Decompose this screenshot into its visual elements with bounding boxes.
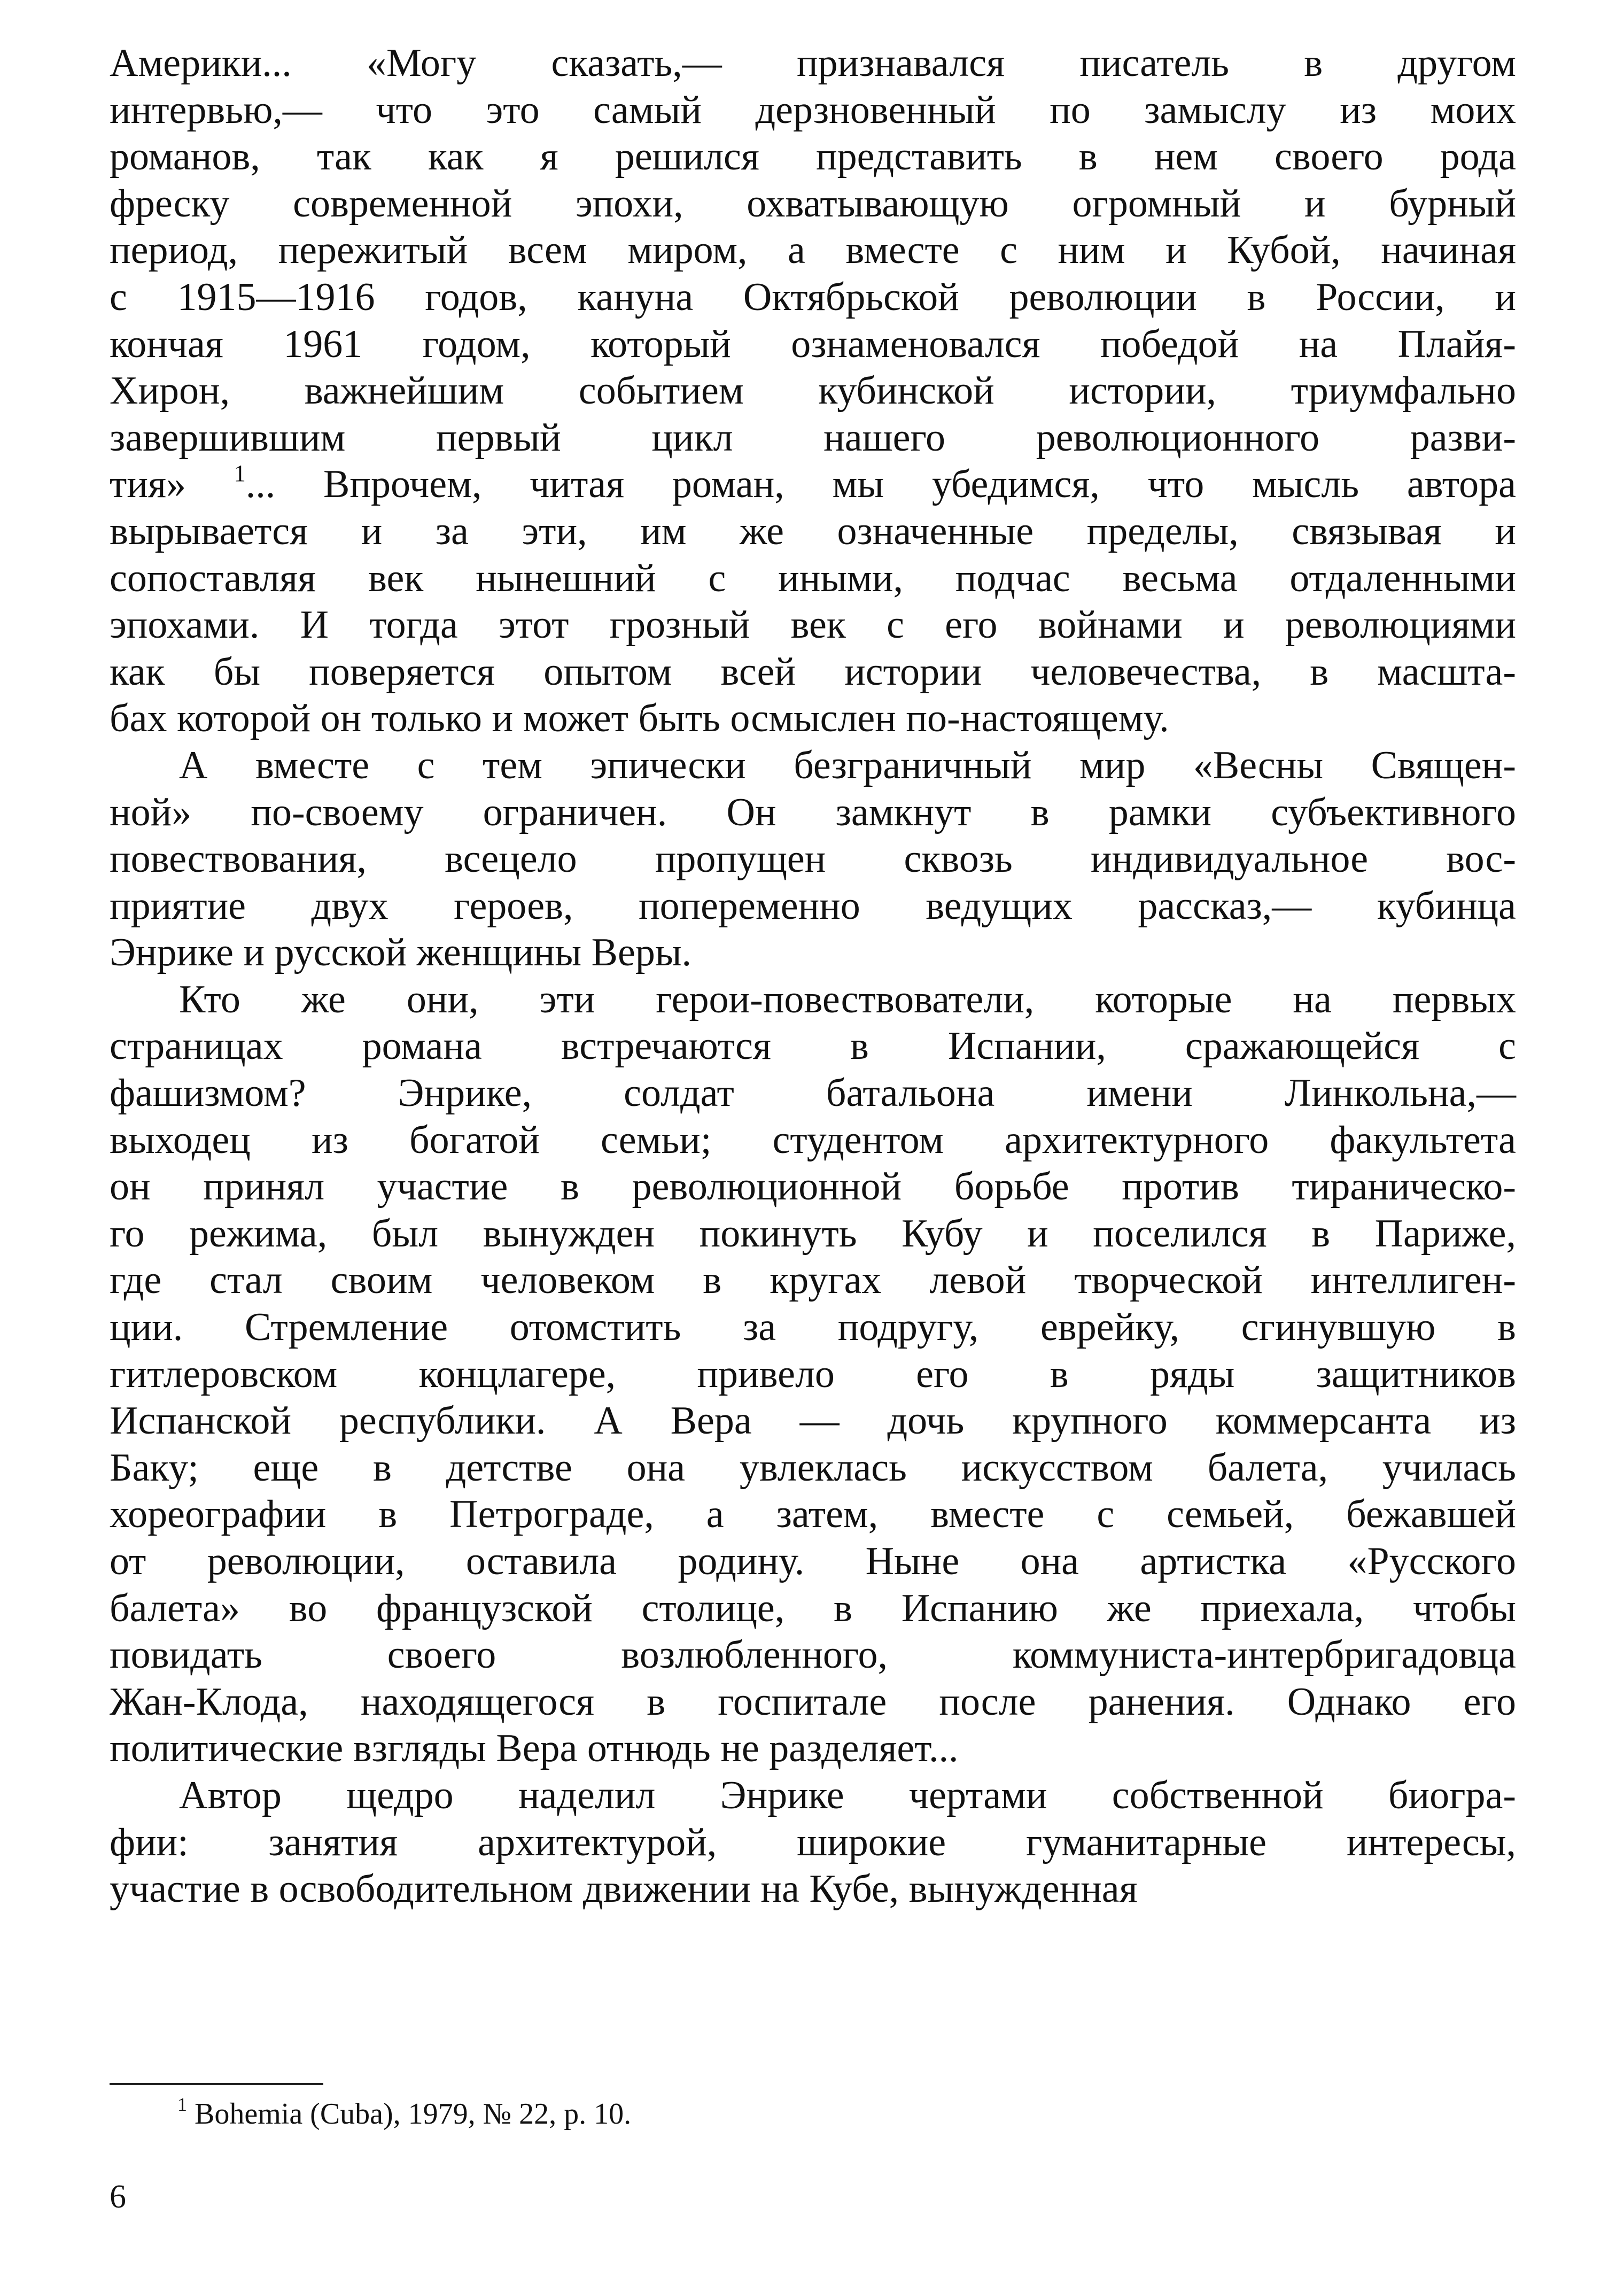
text-line: бах которой он только и может быть осмыслен по-настоящему. bbox=[110, 696, 1169, 741]
text-line: Жан-Клода, находящегося в госпитале после ранения. Однако его bbox=[110, 1679, 1516, 1724]
text-line: гитлеровском концлагере, привело его в ряды защитников bbox=[110, 1352, 1516, 1396]
text-line: фашизмом? Энрике, солдат батальона имени Линкольна,— bbox=[110, 1071, 1516, 1116]
text-line: Энрике и русской женщины Веры. bbox=[110, 931, 692, 975]
text-line: балета» во французской столице, в Испанию же приехала, чтобы bbox=[110, 1586, 1516, 1630]
text-line: ции. Стремление отомстить за подругу, еврейку, сгинувшую в bbox=[110, 1305, 1516, 1350]
text-line: Испанской республики. А Вера — дочь крупного коммерсанта из bbox=[110, 1399, 1516, 1443]
text-line: политические взгляды Вера отнюдь не разделяет... bbox=[110, 1726, 959, 1771]
text-line: Америки... «Могу сказать,— признавался писатель в другом bbox=[110, 41, 1516, 85]
text-line: где стал своим человеком в кругах левой творческой интеллиген- bbox=[110, 1258, 1516, 1303]
text-line: эпохами. И тогда этот грозный век с его войнами и революциями bbox=[110, 603, 1516, 647]
page-number: 6 bbox=[110, 2179, 126, 2215]
text-line: приятие двух героев, попеременно ведущих рассказ,— кубинца bbox=[110, 884, 1516, 928]
text-line: кончая 1961 годом, который ознаменовался победой на Плайя- bbox=[110, 322, 1516, 366]
text-line: Хирон, важнейшим событием кубинской истории, триумфально bbox=[110, 369, 1516, 413]
paragraph bbox=[110, 742, 1516, 977]
text-line: фреску современной эпохи, охватывающую огромный и бурный bbox=[110, 181, 1516, 226]
text-line: период, пережитый всем миром, а вместе с ним и Кубой, начиная bbox=[110, 228, 1516, 273]
footnote bbox=[177, 2095, 631, 2133]
body-text bbox=[110, 40, 1516, 1913]
text-line: интервью,— что это самый дерзновенный по замыслу из моих bbox=[110, 88, 1516, 132]
text-line: как бы поверяется опытом всей истории человечества, в масшта- bbox=[110, 649, 1516, 694]
text-line: А вместе с тем эпически безграничный мир «Весны Священ- bbox=[179, 743, 1516, 787]
text-line: от революции, оставила родину. Ныне она артистка «Русского bbox=[110, 1539, 1516, 1583]
text-line: завершившим первый цикл нашего революционного разви- bbox=[110, 415, 1516, 460]
text-line: с 1915—1916 годов, кануна Октябрьской революции в России, и bbox=[110, 275, 1516, 319]
text-line: повествования, всецело пропущен сквозь индивидуальное вос- bbox=[110, 837, 1516, 881]
text-line: романов, так как я решился представить в нем своего рода bbox=[110, 135, 1516, 179]
footnote-reference: 1 bbox=[234, 460, 246, 487]
text-line: повидать своего возлюбленного, коммуниста-интербригадовца bbox=[110, 1633, 1516, 1677]
text-line: участие в освободительном движении на Кубе, вынужденная bbox=[110, 1867, 1138, 1911]
text-line: сопоставляя век нынешний с иными, подчас весьма отдаленными bbox=[110, 556, 1516, 600]
text-line: го режима, был вынужден покинуть Кубу и поселился в Париже, bbox=[110, 1211, 1516, 1256]
paragraph bbox=[110, 40, 1516, 742]
text-line: страницах романа встречаются в Испании, сражающейся с bbox=[110, 1024, 1516, 1068]
text-line: выходец из богатой семьи; студентом архитектурного факультета bbox=[110, 1118, 1516, 1162]
paragraph bbox=[110, 977, 1516, 1772]
text-line: он принял участие в революционной борьбе против тираническо- bbox=[110, 1165, 1516, 1209]
footnote-rule bbox=[110, 2083, 323, 2085]
text-line: тия» $^1$... Впрочем, читая роман, мы убедимся, что мысль автора bbox=[110, 460, 1516, 507]
text-line: Кто же они, эти герои-повествователи, которые на первых bbox=[179, 977, 1516, 1021]
text-line: хореографии в Петрограде, а затем, вместе с семьей, бежавшей bbox=[110, 1492, 1516, 1537]
footnote-marker: 1 bbox=[177, 2094, 187, 2115]
text-line: вырывается и за эти, им же означенные пределы, связывая и bbox=[110, 509, 1516, 553]
text-line: фии: занятия архитектурой, широкие гуманитарные интересы, bbox=[110, 1820, 1516, 1864]
footnote-text: Bohemia (Cuba), 1979, № 22, p. 10. bbox=[195, 2097, 632, 2131]
text-line: Автор щедро наделил Энрике чертами собственной биогра- bbox=[179, 1773, 1516, 1817]
text-line: ной» по-своему ограничен. Он замкнут в рамки субъективного bbox=[110, 790, 1516, 834]
paragraph bbox=[110, 1772, 1516, 1913]
text-line: Баку; еще в детстве она увлеклась искусством балета, училась bbox=[110, 1445, 1516, 1490]
